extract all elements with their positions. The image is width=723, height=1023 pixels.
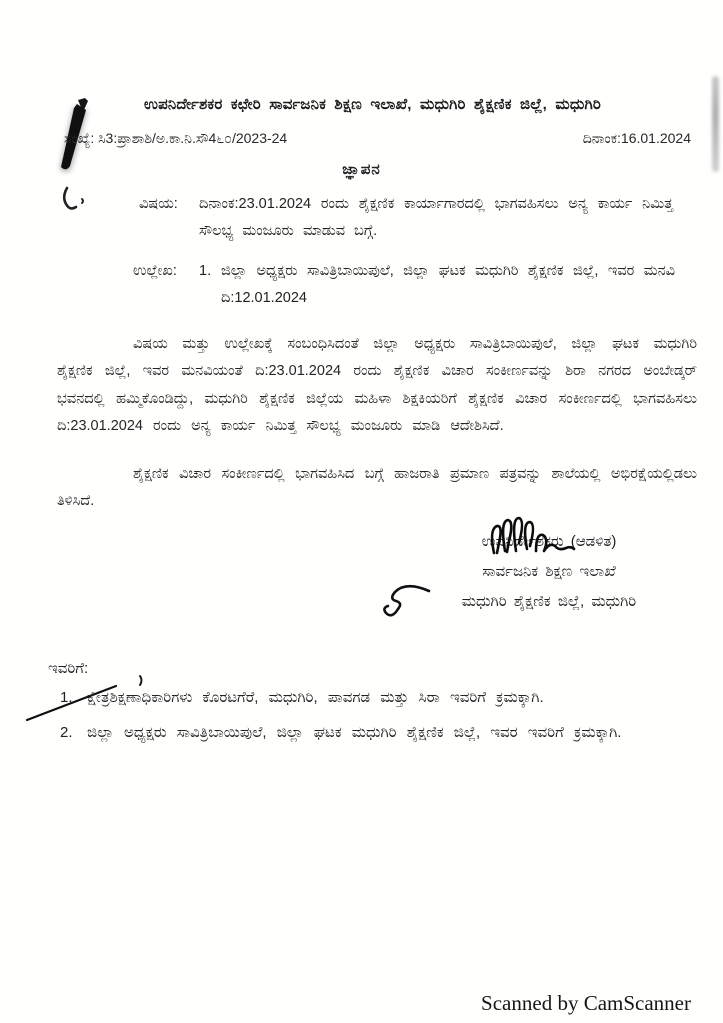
office-header-line: ಉಪನಿರ್ದೇಶಕರ ಕಛೇರಿ ಸಾರ್ವಜನಿಕ ಶಿಕ್ಷಣ ಇಲಾಖೆ, ಮಧುಗಿರಿ ಶೈಕ್ಷಣಿಕ ಜಿಲ್ಲೆ, ಮಧುಗಿರಿ xyxy=(143,96,602,113)
subject-block xyxy=(139,191,673,245)
distribution-item-2-number: 2. xyxy=(60,724,73,741)
memo-title: ಜ್ಞಾಪನ xyxy=(342,161,381,178)
reference-number-row xyxy=(64,130,691,147)
distribution-item-1-text: ಕ್ಷೇತ್ರಶಿಕ್ಷಣಾಧಿಕಾರಿಗಳು ಕೊರಟಗೆರೆ, ಮಧುಗಿರಿ, ಪಾವಗಡ ಮತ್ತು ಸಿರಾ ಇವರಿಗೆ ಕ್ರಮಕ್ಕಾಗಿ. xyxy=(87,689,544,706)
pen-hook-mark xyxy=(382,580,432,622)
body-paragraph-1: ವಿಷಯ ಮತ್ತು ಉಲ್ಲೇಖಕ್ಕೆ ಸಂಬಂಧಿಸಿದಂತೆ ಜಿಲ್ಲಾ ಅಧ್ಯಕ್ಷರು ಸಾವಿತ್ರಿಬಾಯಿಪುಲೆ, ಜಿಲ್ಲಾ ಘಟಕ ಮಧುಗಿರಿ ಶೈಕ್ಷಣಿಕ ಜಿಲ್ಲೆ, ಇವರ ಮನವಿಯಂತೆ ದಿ:23.01.2024 ರಂದು ಶೈಕ್ಷಣಿಕ ವಿಚಾರ ಸಂಕೀರ್ಣವನ್ನು ಶಿರಾ ನಗರದ ಅಂಬೇಡ್ಕರ್ ಭವನದಲ್ಲಿ ಹಮ್ಮಿಕೊಂಡಿದ್ದು, ಮಧುಗಿರಿ ಶೈಕ್ಷಣಿಕ ಜಿಲ್ಲೆಯ ಮಹಿಳಾ ಶಿಕ್ಷಕಿಯರಿಗೆ ಶೈಕ್ಷಣಿಕ ವಿಚಾರ ಸಂಕೀರ್ಣದಲ್ಲಿ ಭಾಗವಹಿಸಲು ದಿ:23.01.2024 ರಂದು ಅನ್ಯ ಕಾರ್ಯ ನಿಮಿತ್ತ ಸೌಲಭ್ಯ ಮಂಜೂರು ಮಾಡಿ ಆದೇಶಿಸಿದೆ. xyxy=(57,335,697,434)
distribution-heading: ಇವರಿಗೆ: xyxy=(48,660,89,677)
body-paragraph-2: ಶೈಕ್ಷಣಿಕ ವಿಚಾರ ಸಂಕೀರ್ಣದಲ್ಲಿ ಭಾಗವಹಿಸಿದ ಬಗ್ಗೆ ಹಾಜರಾತಿ ಪ್ರಮಾಣ ಪತ್ರವನ್ನು ಶಾಲೆಯಲ್ಲಿ ಅಭಿರಕ್ಷೆಯಲ್ಲಿಡಲು ತಿಳಿಸಿದೆ. xyxy=(57,465,697,509)
reference-label: ಉಲ್ಲೇಖ: xyxy=(133,263,177,279)
reference-text: ಜಿಲ್ಲಾ ಅಧ್ಯಕ್ಷರು ಸಾವಿತ್ರಿಬಾಯಿಪುಲೆ, ಜಿಲ್ಲಾ ಘಟಕ ಮಧುಗಿರಿ ಶೈಕ್ಷಣಿಕ ಜಿಲ್ಲೆ, ಇವರ ಮನವಿ ದಿ:12.01.2024 xyxy=(221,263,675,306)
reference-number: ಸಂಖ್ಯೆ: ಸಿ3:ಪ್ರಾಶಾಶಿ/ಅ.ಕಾ.ನಿ.ಸೌ4೬೦/2023-24 xyxy=(64,130,288,146)
ink-smudge-mark xyxy=(52,98,100,218)
signatory-designation: ಉಪನಿರ್ದೇಶಕರು (ಆಡಳಿತ) xyxy=(481,533,617,550)
signatory-department: ಸಾರ್ವಜನಿಕ ಶಿಕ್ಷಣ ಇಲಾಖೆ xyxy=(482,563,616,580)
reference-item-number: 1. xyxy=(199,263,212,279)
camscanner-watermark: Scanned by CamScanner xyxy=(481,991,691,1015)
distribution-item-1-number: 1. xyxy=(60,689,73,706)
subject-label: ವಿಷಯ: xyxy=(139,196,178,212)
subject-text: ದಿನಾಂಕ:23.01.2024 ರಂದು ಶೈಕ್ಷಣಿಕ ಕಾರ್ಯಾಗಾರದಲ್ಲಿ ಭಾಗವಹಿಸಲು ಅನ್ಯ ಕಾರ್ಯ ನಿಮಿತ್ತ ಸೌಲಭ್ಯ ಮಂಜೂರು ಮಾಡುವ ಬಗ್ಗೆ. xyxy=(199,196,673,239)
distribution-item-2-text: ಜಿಲ್ಲಾ ಅಧ್ಯಕ್ಷರು ಸಾವಿತ್ರಿಬಾಯಿಪುಲೆ, ಜಿಲ್ಲಾ ಘಟಕ ಮಧುಗಿರಿ ಶೈಕ್ಷಣಿಕ ಜಿಲ್ಲೆ, ಇವರ ಇವರಿಗೆ ಕ್ರಮಕ್ಕಾಗಿ. xyxy=(87,724,622,741)
letter-date: ದಿನಾಂಕ:16.01.2024 xyxy=(582,130,691,146)
scan-edge-streak xyxy=(712,76,719,172)
signature-scribble-mark xyxy=(486,513,578,557)
distribution-item-2 xyxy=(60,719,714,748)
distribution-item-1 xyxy=(60,684,714,713)
signatory-district: ಮಧುಗಿರಿ ಶೈಕ್ಷಣಿಕ ಜಿಲ್ಲೆ, ಮಧುಗಿರಿ xyxy=(461,593,637,610)
reference-block xyxy=(133,258,675,312)
